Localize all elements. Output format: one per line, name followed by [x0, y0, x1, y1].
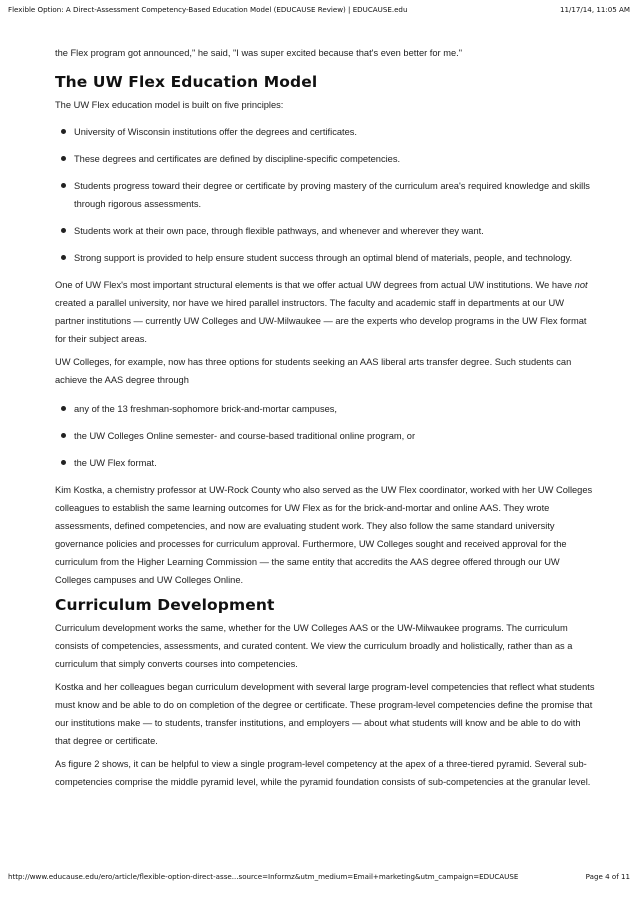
bullet-icon	[61, 129, 66, 134]
bullet-icon	[61, 460, 66, 465]
options-list	[55, 400, 595, 472]
bullet-icon	[61, 255, 66, 260]
paragraph-kostka: Kim Kostka, a chemistry professor at UW-Rock County who also served as the UW Flex coordinator, worked with her UW Colleges colleagues to establish the same learning outcomes for UW Flex as for the brick-and-mortar and online AAS. They wrote assessments, defined competencies, and now are evaluating student work. They also follow the same standard university governance policies and processes for curriculum approval. Furthermore, UW Colleges sought and received approval for the curriculum from the Higher Learning Commission — the same entity that accredits the AAS degree offered through our UW Colleges campuses and UW Colleges Online.	[55, 485, 593, 585]
list-item: University of Wisconsin institutions offer the degrees and certificates.	[55, 123, 595, 141]
principles-list	[55, 123, 595, 267]
list-item: the UW Flex format.	[55, 454, 595, 472]
heading-curriculum: Curriculum Development	[55, 596, 275, 614]
bullet-icon	[61, 183, 66, 188]
page-url: http://www.educause.edu/ero/article/flexible-option-direct-asse...source=Informz&utm_medium=Email+marketing&utm_campaign=EDUCAUSE	[8, 872, 519, 881]
print-header	[0, 0, 638, 18]
bullet-icon	[61, 156, 66, 161]
paragraph-quote: the Flex program got announced," he said, "I was super excited because that's even better for me."	[55, 48, 463, 58]
paragraph-curriculum-3: As figure 2 shows, it can be helpful to view a single program-level competency at the apex of a three-tiered pyramid. Several sub-competencies comprise the middle pyramid level, while the pyramid foundation consists of sub-competencies at the granular level.	[55, 759, 591, 787]
paragraph-intro: The UW Flex education model is built on five principles:	[55, 100, 284, 110]
list-item: the UW Colleges Online semester- and course-based traditional online program, or	[55, 427, 595, 445]
bullet-icon	[61, 406, 66, 411]
list-item: Students progress toward their degree or certificate by proving mastery of the curriculum area's required knowledge and skills through rigorous assessments.	[55, 177, 595, 213]
heading-flex-model: The UW Flex Education Model	[55, 73, 318, 91]
list-item: any of the 13 freshman-sophomore brick-and-mortar campuses,	[55, 400, 595, 418]
list-item: These degrees and certificates are defined by discipline-specific competencies.	[55, 150, 595, 168]
bullet-icon	[61, 228, 66, 233]
paragraph-curriculum-2: Kostka and her colleagues began curriculum development with several large program-level competencies that reflect what students must know and be able to do on completion of the degree or certificate. These program-level competencies define the promise that our institutions make — to students, transfer institutions, and employers — about what students will know and be able to do with that degree or certificate.	[55, 682, 595, 746]
print-footer	[0, 872, 638, 886]
paragraph-colleges: UW Colleges, for example, now has three options for students seeking an AAS liberal arts transfer degree. Such students can achieve the AAS degree through	[55, 357, 572, 385]
list-item: Students work at their own pace, through flexible pathways, and whenever and wherever they want.	[55, 222, 595, 240]
bullet-icon	[61, 433, 66, 438]
print-datetime: 11/17/14, 11:05 AM	[559, 5, 630, 14]
paragraph-curriculum-1: Curriculum development works the same, whether for the UW Colleges AAS or the UW-Milwaukee programs. The curriculum consists of competencies, assessments, and curated content. We view the curriculum broadly and holistically, rather than as a curriculum that simply converts courses into competencies.	[55, 623, 573, 669]
article-body	[55, 44, 595, 796]
list-item: Strong support is provided to help ensure student success through an optimal blend of materials, people, and technology.	[55, 249, 595, 267]
paragraph-structure: One of UW Flex's most important structural elements is that we offer actual UW degrees from actual UW institutions. We have not created a parallel university, nor have we hired parallel instructors. The faculty and academic staff in departments at our UW partner institutions — currently UW Colleges and UW-Milwaukee — are the experts who develop programs in the UW Flex format for their subject areas.	[55, 280, 588, 344]
page-title: Flexible Option: A Direct-Assessment Competency-Based Education Model (EDUCAUSE Review) | EDUCAUSE.edu	[8, 5, 408, 14]
page-number: Page 4 of 11	[585, 872, 630, 881]
